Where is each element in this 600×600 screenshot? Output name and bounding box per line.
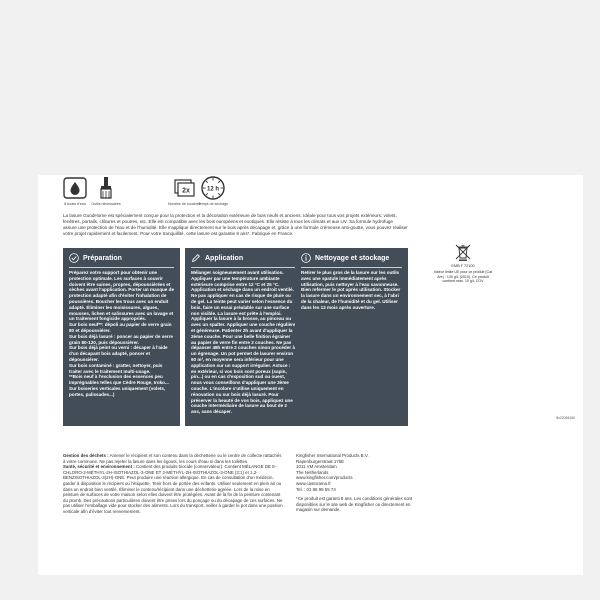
crossed-bin-icon xyxy=(453,242,473,262)
panel-application xyxy=(185,248,302,426)
panel-application-header xyxy=(191,253,243,263)
clock-caption: Temps de séchage xyxy=(198,202,229,206)
product-label xyxy=(38,175,583,575)
brush-icon xyxy=(93,175,119,201)
panel-preparation-title: Préparation xyxy=(83,254,122,262)
waste-section xyxy=(63,453,283,464)
panel-cleaning-header xyxy=(301,253,389,263)
waste-title: Gestion des déchets : xyxy=(63,453,109,458)
reference-code: 8x22084160 xyxy=(556,416,575,420)
clock-icon-block xyxy=(198,175,228,206)
safety-section xyxy=(63,464,283,514)
company-address: Kingfisher International Products B.V. Rapenburgerstraat 175E 1011 VM Amsterdam The Netherlands www.kingfisher.com/products www.castorama.fr Tel. : 01 86 99 55 74 xyxy=(296,453,369,492)
drop-icon xyxy=(62,175,88,201)
panel-preparation-body: Préparez votre support pour obtenir une protection optimale. Les surfaces à couvrir doivent être saines, propres, dépoussiérées et sèches avant l'application. Porter un masque de protection adapté afin d'éviter l'inhalation de poussières. Boucher les trous avec un enduit adapté. Éliminer les moisissures, algues, mousses, lichen et salissures avec un lavage et un traitement fongicide appropriés. Sur bois neuf**: dépoli au papier de verre grain 80 et dépoussiérer. Sur bois déjà lasuré : poncer au papier de verre grain 80-120, puis dépoussiérer. Sur bois déjà peint ou verni : décaper à l'aide d'un décapant bois adapté, poncer et dépoussiérer. Sur bois contaminé : gratter, nettoyer, puis traiter avec le traitement multi-usage. **Bois neuf à l'exclusion des essences peu imprégnables telles que Cèdre Rouge, Iroko... Sur boiseries verticales uniquement (volets, portes, palissades...) xyxy=(69,270,174,397)
info-icon xyxy=(301,253,311,263)
brush-icon-block xyxy=(91,175,121,206)
panel-cleaning xyxy=(295,248,408,426)
packaging-code: EMB F 72100 xyxy=(451,264,475,268)
clock-text: 12 h xyxy=(206,186,220,193)
two-coats-caption: Nombre de couches xyxy=(168,202,201,206)
guarantee-note: *Ce produit est garanti 8 ans. Les conditions générales sont disponibles sur le site web de Kingfisher ou directement en magasin sur demande. xyxy=(296,496,413,513)
panel-divider xyxy=(301,267,402,268)
safety-title: Santé, sécurité et environnement : xyxy=(63,464,135,470)
drop-icon-block xyxy=(60,175,90,206)
safety-text: Contient des produits biocide (conservateur). Contient MÉLANGE DE 5-CHLORO-2-MÉTHYL-2H-ISOTHIAZOL-3-ONE ET 2-MÉTHYL-2H-ISOTHIAZOL-3-ONE (3:1) et 1,2-BENZISOTHIAZOL-3(2H)-ONE. Peut produire une réaction allergique. En cas de consultation d'un médecin, garder à disposition le récipient ou l'étiquette. Tenir hors de portée des enfants. Utiliser seulement en plein air ou dans un endroit bien ventilé. Éliminer le contenu/récipient dans une déchetterie agréée. Lors de la mise en peinture de surfaces de votre maison selon elles doivent être protégées. Avant de la fin de la peinture contenant du plomb. Des précautions particulières doivent être prises lors du ponçage ou du décapage de ces surfaces. Ne pas utiliser l'emballage vide pour stocker des aliments. Lors du transport, veiller à garder le pot dans une position verticale afin d'éviter tout renversement. xyxy=(63,464,283,514)
two-coats-text: 2x xyxy=(182,187,190,195)
panel-divider xyxy=(191,267,296,268)
panel-application-body: Mélanger soigneusement avant utilisation. Appliquer par une température ambiante extérieure comprise entre 12 °C et 25 °C. Application et séchage dans un endroit ventilé. Ne pas appliquer en cas de risque de pluie ou de gel. La teinte peut varier selon l'essence du bois, faire un essai préalable sur une surface non visible. La lasure est prête à l'emploi. Appliquer la lasure à la brosse, au pinceau ou avec un spalter. Appliquer une couche régulière et généreuse. Patienter 2h avant d'appliquer la 2ème couche. Pour une belle finition égrainer au papier de verre fin entre 2 couches. Ne pas dépasser 48h entre 2 couches sinon procéder à un égrenage. Un pot permet de lasurer environ 60 m², en moyenne sera inférieur pour une application sur un support irrégulier. Astuce : en extérieur, si vos bois sont poreux (sapin, pin...) ou en cas d'exposition sud ou ouest, nous vous conseillons d'appliquer une 3ème couche. L'incolore s'utilise uniquement en rénovation ou sur bois déjà lasuré. Pour préserver la beauté de vos bois, appliquez une couche intermédiaire de lasure au bout de 2 ans, sans décaper. xyxy=(191,270,296,415)
drop-caption: 8 boats d'eau xyxy=(64,202,86,206)
two-coats-icon xyxy=(170,175,196,201)
waste-text: Amener le récipient et son contenu dans la déchetterie ou le centre de collecte rattachés à votre commune. Ne pas rejeter la lasure dans les égouts, les cours d'eau ni dans les toilettes. xyxy=(63,453,282,464)
brush-caption: Outils nécessaires xyxy=(91,202,121,206)
panel-cleaning-body: Retirer le plus gros de la lasure sur les outils avec une spatule immédiatement après utilisation, puis nettoyer à l'eau savonneuse. Bien refermer le pot après utilisation. Stocker la lasure dans un environnement sec, à l'abri de la chaleur, de l'humidité et du gel. Utiliser dans les 12 mois après ouverture. xyxy=(301,270,401,310)
checkmark-icon xyxy=(69,253,79,263)
two-coats-icon-block xyxy=(168,175,201,206)
recycling-block xyxy=(433,242,493,284)
panel-preparation-header xyxy=(69,253,122,263)
safety-column xyxy=(63,453,283,515)
company-column xyxy=(296,453,426,513)
panel-divider xyxy=(69,267,174,268)
panel-cleaning-title: Nettoyage et stockage xyxy=(315,254,390,262)
voc-notice: Valeur limite UE pour ce produit (Cat A/e) : 130 g/L (2010). Ce produit contient max. 15 g/L COV xyxy=(433,270,493,284)
intro-paragraph: La lasure GoodHome est spécialement conçue pour la protection et la décoration extérieure de bois neufs et anciens. Idéale pour tous vos projets extérieurs: volets, fenêtres, portails, clôtures et poutres, etc. Elle est compatible avec les bois européens et exotiques. Elle résiste à tous les climats et aux UV. Sa formule hydrofuge assure une protection de l'eau et de l'humidité. Elle s'applique directement sur le bois après décapage et, grâce à une formule crémeuse anti-goutte, vous pouvez réaliser votre projet rapidement et facilement. Pour votre tranquillité, cette lasure est garantie 8 ans*. Fabriqué en France. xyxy=(63,213,408,236)
panel-preparation xyxy=(63,248,180,426)
clock-icon xyxy=(200,175,226,201)
panel-application-title: Application xyxy=(205,254,244,262)
pencil-icon xyxy=(191,253,201,263)
